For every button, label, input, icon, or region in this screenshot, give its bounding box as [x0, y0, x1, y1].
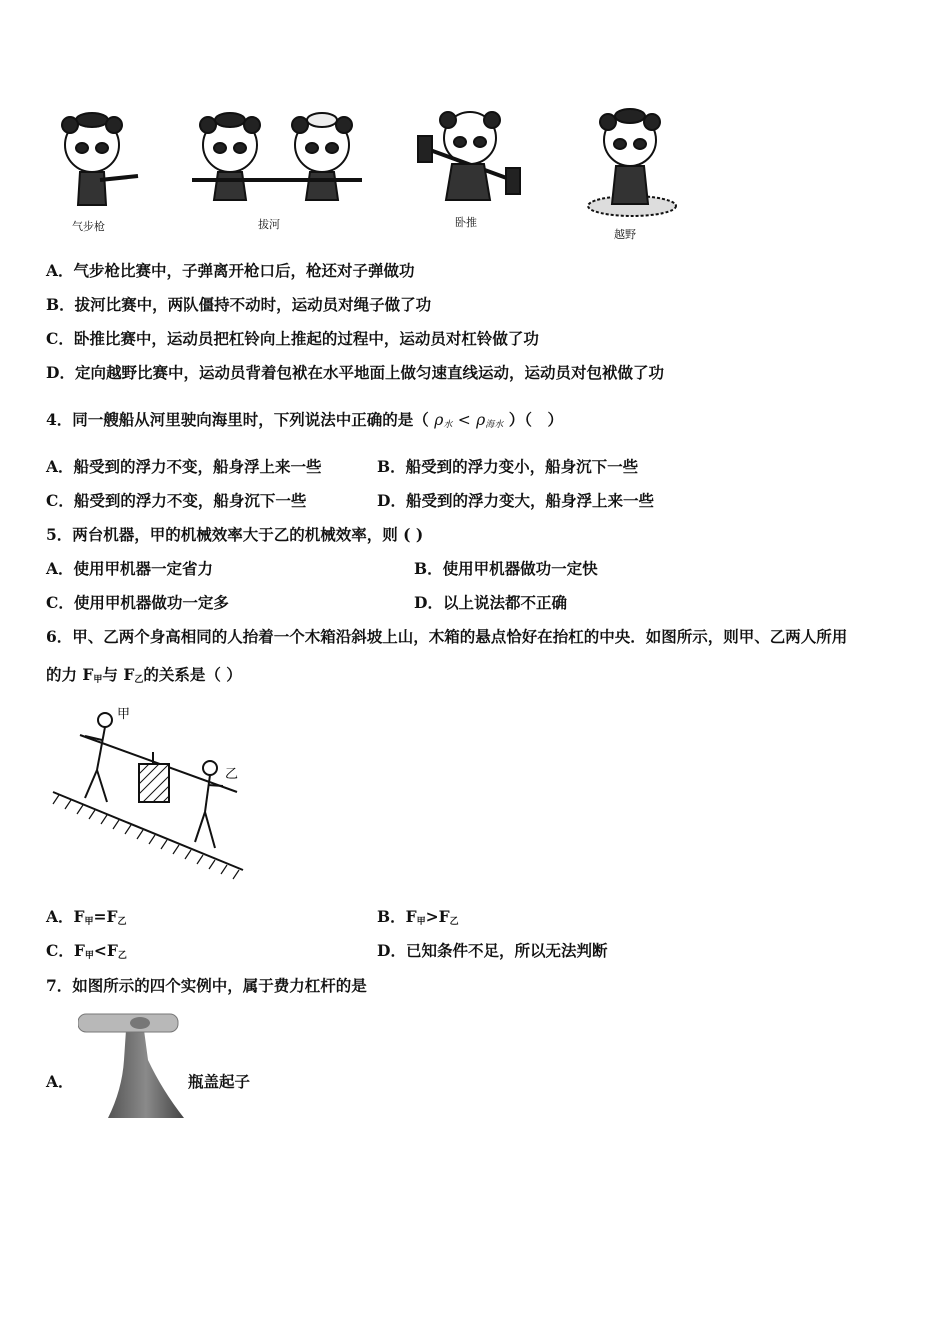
q4-option-d: D．船受到的浮力变大，船身浮上来一些	[377, 491, 654, 510]
caption-bench-press: 卧推	[455, 216, 477, 229]
subscript-yi: 乙	[117, 951, 127, 961]
q5-option-c: C．使用甲机器做功一定多	[46, 593, 229, 612]
subscript-jia: 甲	[416, 917, 426, 927]
q5-stem: 5．两台机器，甲的机械效率大于乙的机械效率，则 ( )	[46, 525, 424, 544]
q4-stem	[46, 410, 563, 435]
q3-option-c: C．卧推比赛中，运动员把杠铃向上推起的过程中，运动员对杠铃做了功	[46, 329, 539, 348]
subscript-yi: 乙	[134, 675, 144, 685]
q4-stem-end: ）（ ）	[508, 410, 563, 429]
q6-slope-figure	[45, 700, 255, 880]
bottle-opener-photo	[78, 1010, 188, 1122]
q6-stem-line2	[46, 665, 242, 690]
q4-option-b: B．船受到的浮力变小，船身沉下一些	[377, 457, 639, 476]
q3-option-d: D．定向越野比赛中，运动员背着包袱在水平地面上做匀速直线运动，运动员对包袱做了功	[46, 363, 664, 382]
q6-stem-part-a: 的力 F	[46, 665, 94, 684]
q6-option-c	[46, 941, 127, 966]
figure-label-jia: 甲	[117, 707, 131, 722]
subscript-jia: 甲	[84, 951, 94, 961]
q3-option-b: B．拔河比赛中，两队僵持不动时，运动员对绳子做了功	[46, 295, 432, 314]
caption-orienteering: 越野	[614, 228, 636, 241]
q3-figure-strip	[40, 100, 740, 240]
q7-option-a-caption: 瓶盖起子	[188, 1072, 251, 1091]
figure-label-yi: 乙	[225, 767, 239, 782]
panda-rifle-figure	[62, 113, 138, 205]
q4-rho-water	[434, 411, 452, 429]
q4-option-a: A．船受到的浮力不变，船身浮上来一些	[46, 457, 322, 476]
less-than-sign: <	[457, 411, 471, 429]
caption-air-rifle: 气步枪	[72, 220, 105, 233]
q5-option-b: B．使用甲机器做功一定快	[414, 559, 598, 578]
subscript-yi: 乙	[117, 917, 127, 927]
q6-c-prefix: C．F	[46, 941, 85, 960]
q4-stem-text: 4．同一艘船从河里驶向海里时，下列说法中正确的是（	[46, 410, 429, 429]
q6-option-b	[377, 907, 459, 932]
q6-a-relation: =F	[93, 907, 118, 926]
q5-option-d: D．以上说法都不正确	[414, 593, 567, 612]
q4-option-c: C．船受到的浮力不变，船身沉下一些	[46, 491, 307, 510]
q6-stem-part-c: 的关系是（ ）	[143, 665, 242, 684]
q4-rho-sea	[476, 411, 503, 429]
panda-tug-figure	[192, 113, 362, 200]
rho-symbol: ρ	[434, 411, 444, 429]
subscript-jia: 甲	[93, 675, 103, 685]
q6-c-relation: <F	[93, 941, 118, 960]
q6-stem-part-b: 与 F	[102, 665, 135, 684]
rho-symbol: ρ	[476, 411, 486, 429]
subscript-yi: 乙	[449, 917, 459, 927]
q7-option-a-label: A．	[46, 1072, 74, 1091]
subscript-jia: 甲	[84, 917, 94, 927]
q3-option-a: A．气步枪比赛中，子弹离开枪口后，枪还对子弹做功	[46, 261, 415, 280]
panda-orienteering-figure	[588, 109, 676, 216]
caption-tug-of-war: 拔河	[258, 218, 280, 231]
q5-option-a: A．使用甲机器一定省力	[46, 559, 214, 578]
q6-b-relation: >F	[425, 907, 450, 926]
q6-b-prefix: B．F	[377, 907, 417, 926]
panda-benchpress-figure	[418, 112, 520, 200]
q6-option-d: D．已知条件不足，所以无法判断	[377, 941, 608, 960]
rho-water-subscript: 水	[443, 420, 453, 430]
q6-a-prefix: A．F	[46, 907, 85, 926]
q6-option-a	[46, 907, 127, 932]
q6-stem-line1: 6．甲、乙两个身高相同的人抬着一个木箱沿斜坡上山，木箱的悬点恰好在抬杠的中央．如图所示，则甲、乙两人所用	[46, 627, 848, 646]
rho-sea-subscript: 海水	[485, 420, 504, 430]
q7-stem: 7．如图所示的四个实例中，属于费力杠杆的是	[46, 976, 367, 995]
